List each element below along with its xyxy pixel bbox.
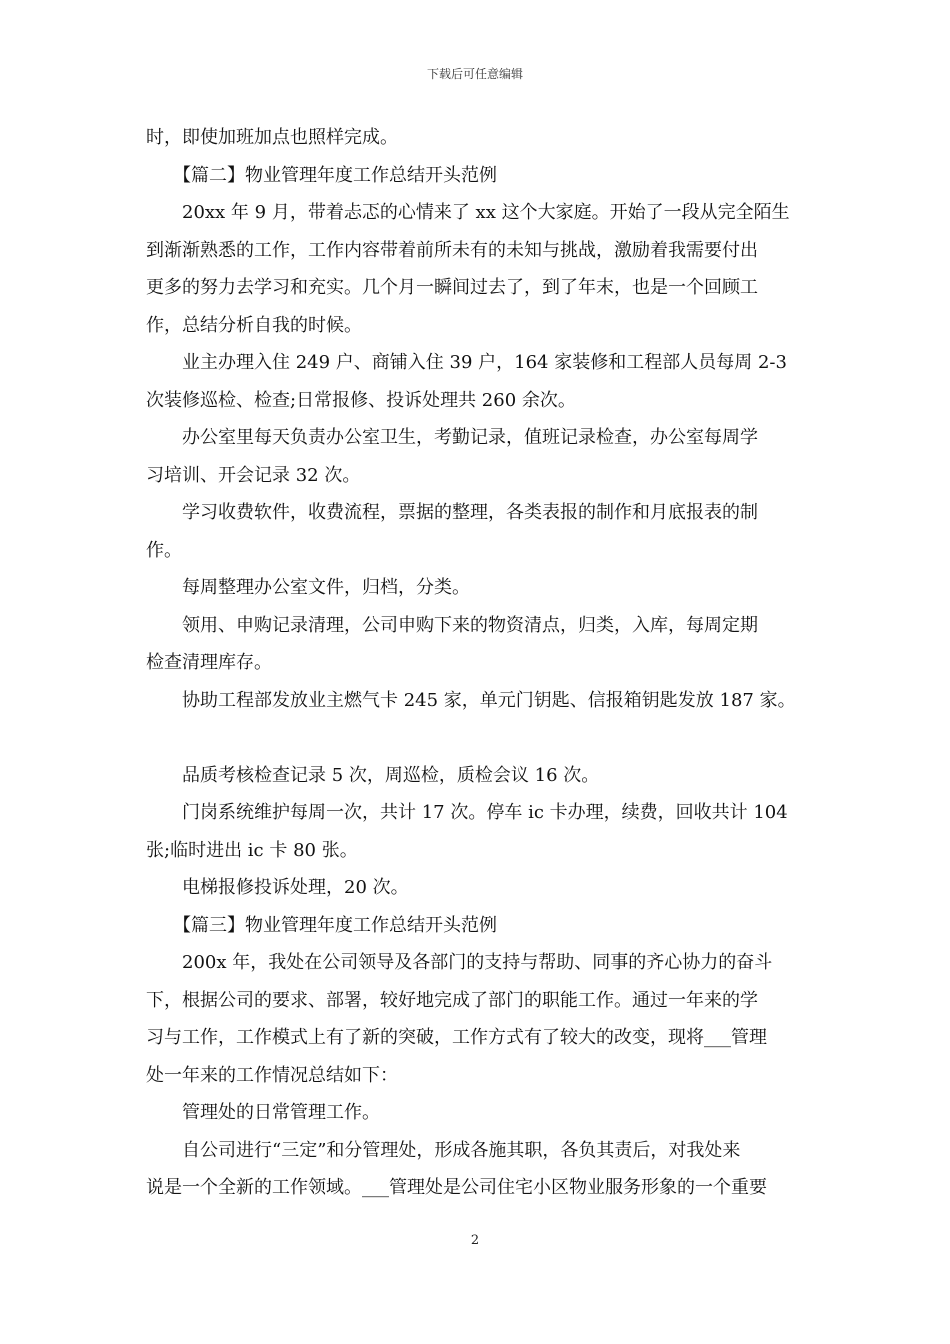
paragraph-line: 电梯报修投诉处理，20 次。 [182,877,409,898]
paragraph-line: 自公司进行“三定”和分管理处，形成各施其职，各负其责后，对我处来 [182,1139,741,1161]
blank-line [146,719,816,757]
paragraph-line: 处一年来的工作情况总结如下： [146,1064,398,1086]
paragraph-line: 业主办理入住 249 户、商铺入住 39 户，164 家装修和工程部人员每周 2-3 [182,352,787,373]
paragraph-line: 张;临时进出 ic 卡 80 张。 [146,839,358,861]
paragraph-line: 20xx 年 9 月，带着忐忑的心情来了 xx 这个大家庭。开始了一段从完全陌生 [182,202,790,223]
paragraph-line: 门岗系统维护每周一次，共计 17 次。停车 ic 卡办理，续费，回收共计 104 [182,802,788,823]
paragraph-line: 说是一个全新的工作领域。___管理处是公司住宅小区物业服务形象的一个重要 [146,1177,767,1198]
paragraph-line: 作，总结分析自我的时候。 [146,314,362,336]
paragraph-line: 到渐渐熟悉的工作，工作内容带着前所未有的未知与挑战，激励着我需要付出 [146,239,758,261]
section-heading: 【篇二】物业管理年度工作总结开头范例 [173,164,497,186]
section-heading: 【篇三】物业管理年度工作总结开头范例 [173,914,497,936]
paragraph-line: 每周整理办公室文件，归档，分类。 [182,577,470,598]
paragraph-line: 时，即使加班加点也照样完成。 [146,127,398,148]
paragraph-line: 学习收费软件，收费流程，票据的整理，各类表报的制作和月底报表的制 [182,502,758,523]
page-number: 2 [470,1233,480,1248]
paragraph-line: 管理处的日常管理工作。 [182,1102,380,1123]
paragraph-line: 品质考核检查记录 5 次，周巡检，质检会议 16 次。 [182,764,600,786]
paragraph-line: 办公室里每天负责办公室卫生，考勤记录，值班记录检查，办公室每周学 [182,427,758,448]
paragraph-line: 次装修巡检、检查;日常报修、投诉处理共 260 余次。 [146,389,576,411]
paragraph-line: 协助工程部发放业主燃气卡 245 家，单元门钥匙、信报箱钥匙发放 187 家。 [182,689,796,711]
paragraph-line: 更多的努力去学习和充实。几个月一瞬间过去了，到了年末，也是一个回顾工 [146,277,758,298]
paragraph-line: 领用、申购记录清理，公司申购下来的物资清点，归类，入库，每周定期 [182,614,758,636]
paragraph-line: 习与工作，工作模式上有了新的突破，工作方式有了较大的改变，现将___管理 [146,1027,767,1048]
page-header: 下载后可任意编辑 [426,67,523,81]
paragraph-line: 检查清理库存。 [146,652,272,673]
document-body [146,119,816,1207]
paragraph-line: 200x 年，我处在公司领导及各部门的支持与帮助、同事的齐心协力的奋斗 [182,952,773,973]
paragraph-line: 下，根据公司的要求、部署，较好地完成了部门的职能工作。通过一年来的学 [146,989,758,1011]
paragraph-line: 习培训、开会记录 32 次。 [146,464,361,486]
paragraph-line: 作。 [146,539,182,561]
